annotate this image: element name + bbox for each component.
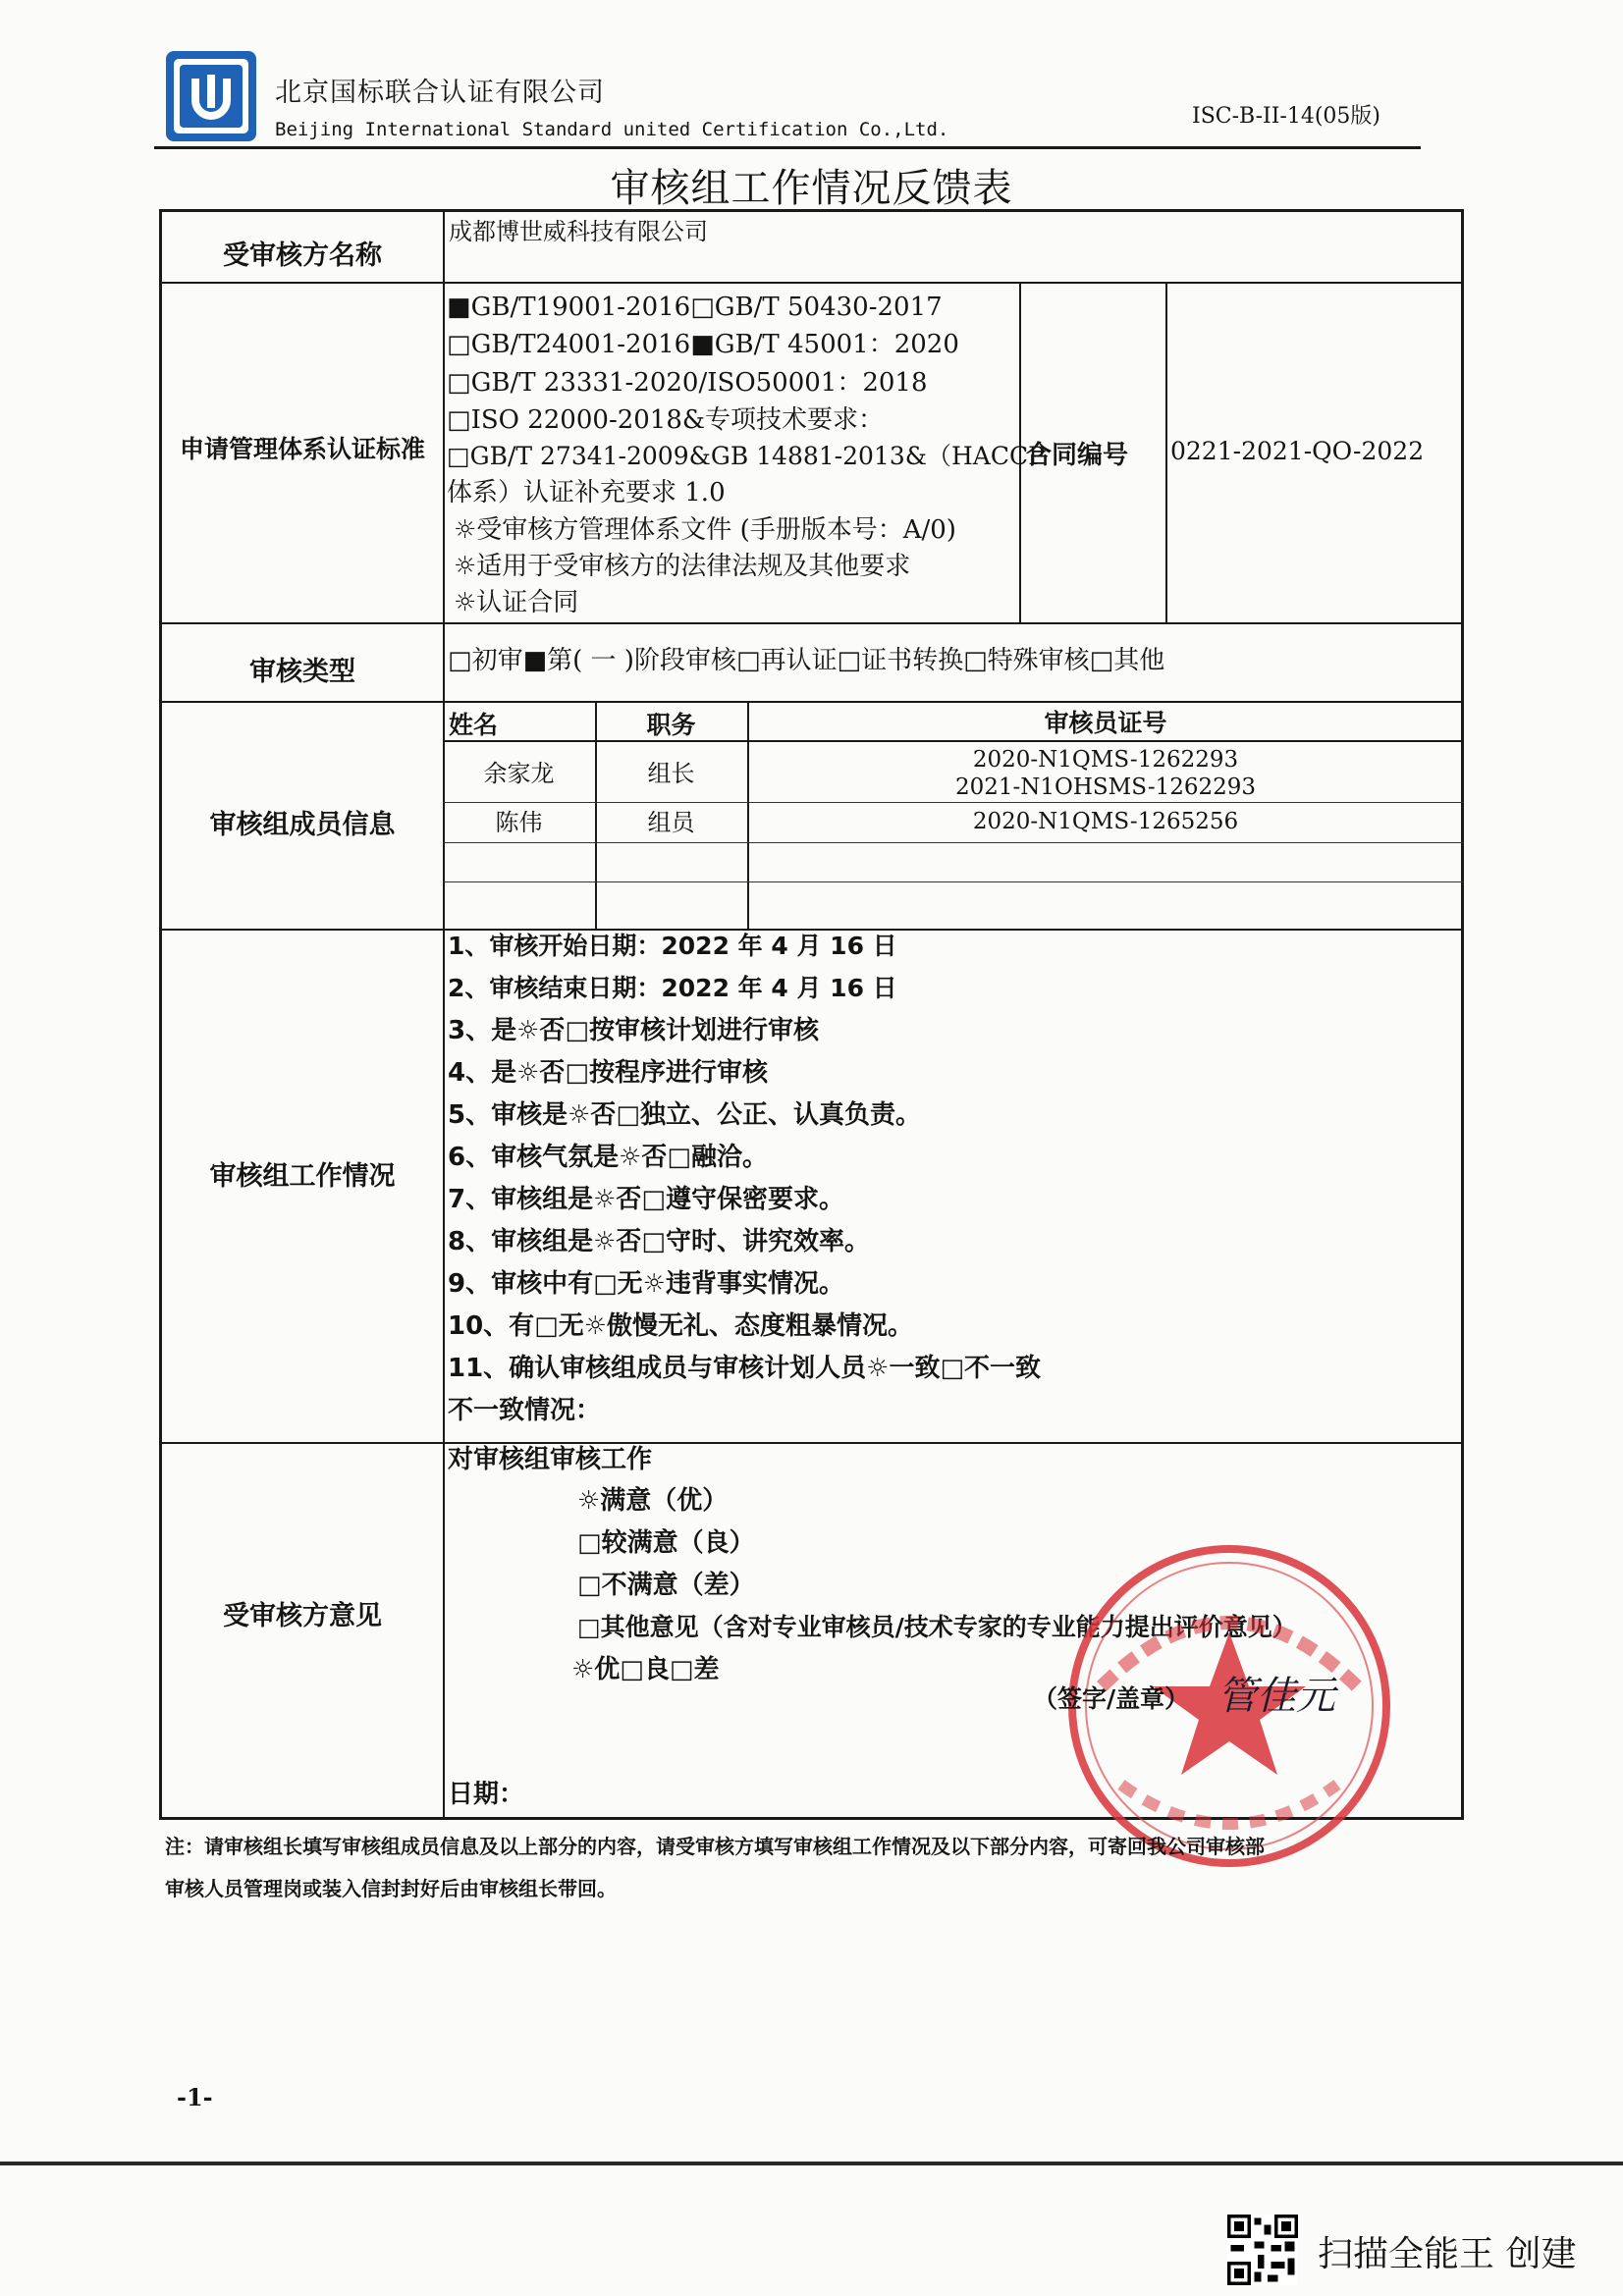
contract-label: 合同编号 <box>1026 441 1129 470</box>
work-item: 11、确认审核组成员与审核计划人员☼一致□不一致 <box>448 1354 1042 1383</box>
work-item: 3、是☼否□按审核计划进行审核 <box>448 1016 819 1045</box>
note-line: 审核人员管理岗或装入信封封好后由审核组长带回。 <box>165 1877 617 1900</box>
member-role: 组长 <box>647 760 695 787</box>
work-item: 4、是☼否□按程序进行审核 <box>448 1058 768 1088</box>
member-cert: 2021-N1OHSMS-1262293 <box>954 774 1257 800</box>
standard-line: □GB/T 23331-2020/ISO50001：2018 <box>447 368 928 398</box>
opinion-option: □不满意（差） <box>577 1571 755 1600</box>
scanner-watermark: 扫描全能王 创建 <box>1318 2234 1577 2274</box>
work-item: 5、审核是☼否□独立、公正、认真负责。 <box>448 1100 921 1130</box>
standard-line: □GB/T24001-2016■GB/T 45001：2020 <box>447 330 959 359</box>
contract-number: 0221-2021-QO-2022 <box>1170 437 1425 465</box>
company-logo <box>162 47 260 145</box>
standard-line: 体系）认证补充要求 1.0 <box>447 478 726 507</box>
standard-line: ☼适用于受审核方的法律法规及其他要求 <box>454 552 911 581</box>
standard-line: ☼受审核方管理体系文件 (手册版本号：A/0) <box>454 515 956 545</box>
member-name: 余家龙 <box>483 760 555 787</box>
work-item: 10、有□无☼傲慢无礼、态度粗暴情况。 <box>448 1311 914 1341</box>
signature: 管佳元 <box>1217 1674 1335 1719</box>
contract-column-divider <box>1165 282 1167 622</box>
row-divider <box>159 282 1464 284</box>
signature-label: （签字/盖章） <box>1033 1684 1190 1713</box>
row-divider <box>159 1442 1464 1444</box>
members-header-cert: 审核员证号 <box>1044 709 1167 737</box>
company-name-cn: 北京国标联合认证有限公司 <box>275 78 605 108</box>
work-item: 9、审核中有□无☼违背事实情况。 <box>448 1269 844 1299</box>
work-item: 不一致情况： <box>448 1396 602 1425</box>
member-cert: 2020-N1QMS-1265256 <box>972 809 1239 834</box>
auditee-label: 受审核方名称 <box>223 240 382 271</box>
qr-code-icon <box>1227 2215 1298 2285</box>
work-item: 7、审核组是☼否□遵守保密要求。 <box>448 1185 844 1214</box>
opinion-label: 受审核方意见 <box>223 1601 382 1631</box>
header-divider <box>154 146 1421 149</box>
members-header-role: 职务 <box>646 711 696 739</box>
document-number: ISC-B-II-14(05版) <box>1192 104 1381 129</box>
standards-label: 申请管理体系认证标准 <box>179 435 425 463</box>
row-divider <box>159 622 1464 624</box>
form-title: 审核组工作情况反馈表 <box>610 166 1013 211</box>
company-name-en: Beijing International Standard united Certification Co.,Ltd. <box>275 119 949 140</box>
members-label: 审核组成员信息 <box>209 810 396 840</box>
members-row-divider <box>443 842 1464 843</box>
member-name: 陈伟 <box>495 809 543 836</box>
page-number: -1- <box>177 2083 213 2111</box>
member-role: 组员 <box>647 809 695 836</box>
label-column-divider <box>443 209 445 1820</box>
members-row-divider <box>443 881 1464 882</box>
work-label: 审核组工作情况 <box>209 1161 396 1192</box>
standard-line: □ISO 22000-2018&专项技术要求： <box>447 405 885 435</box>
work-item: 8、审核组是☼否□守时、讲究效率。 <box>448 1227 870 1256</box>
opinion-option: □较满意（良） <box>577 1528 755 1558</box>
row-divider <box>159 929 1464 931</box>
opinion-option: □其他意见（含对专业审核员/技术专家的专业能力提出评价意见） <box>577 1613 1297 1641</box>
standard-line: ■GB/T19001-2016□GB/T 50430-2017 <box>447 293 943 322</box>
scan-edge <box>0 2162 1623 2165</box>
audit-type-label: 审核类型 <box>249 657 355 687</box>
members-row-divider <box>443 802 1464 803</box>
note-line: 注：请审核组长填写审核组成员信息及以上部分的内容，请受审核方填写审核组工作情况及以下部分内容，可寄回我公司审核部 <box>165 1835 1265 1858</box>
members-header-divider <box>443 740 1464 742</box>
work-item: 6、审核气氛是☼否□融洽。 <box>448 1143 768 1172</box>
opinion-intro: 对审核组审核工作 <box>448 1445 653 1474</box>
standard-line: □GB/T 27341-2009&GB 14881-2013&（HACCP <box>447 442 1045 470</box>
member-cert: 2020-N1QMS-1262293 <box>972 747 1239 773</box>
opinion-option: ☼满意（优） <box>577 1486 729 1516</box>
auditee-name: 成都博世威科技有限公司 <box>449 218 708 245</box>
standard-line: ☼认证合同 <box>454 588 579 617</box>
work-item: 1、审核开始日期：2022 年 4 月 16 日 <box>448 932 897 960</box>
date-label: 日期： <box>448 1780 525 1809</box>
row-divider <box>159 701 1464 703</box>
members-header-name: 姓名 <box>449 711 499 739</box>
audit-type-value: □初审■第( 一 )阶段审核□再认证□证书转换□特殊审核□其他 <box>448 646 1165 675</box>
work-item: 2、审核结束日期：2022 年 4 月 16 日 <box>448 974 897 1002</box>
opinion-option: ☼优□良□差 <box>571 1655 720 1684</box>
